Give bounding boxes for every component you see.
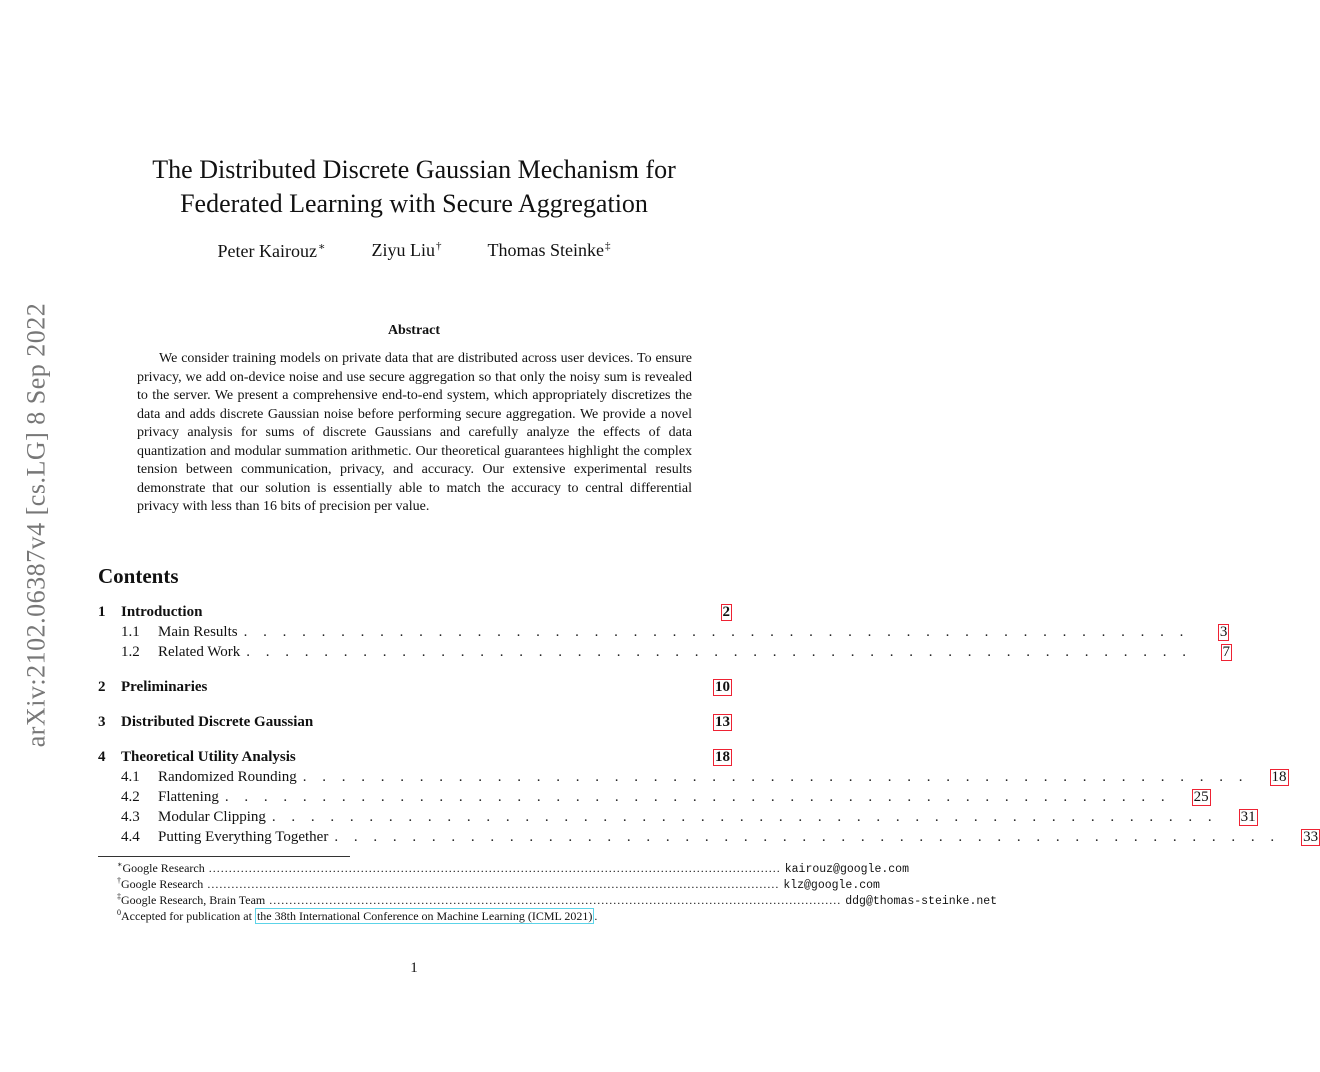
footnote-leader-dots: ............................................................................................................................................... [269, 893, 842, 907]
footnote-mark: 0 [117, 908, 121, 917]
toc-page-link[interactable]: 7 [1222, 644, 1230, 660]
toc-title: Theoretical Utility Analysis [121, 749, 296, 765]
author-name: Thomas Steinke [487, 240, 604, 260]
author-3 [487, 240, 610, 262]
publication-suffix: . [594, 909, 598, 923]
footnote-mark: ‡ [117, 892, 121, 901]
paper-title [100, 153, 728, 221]
toc-title: Related Work [158, 644, 241, 660]
page-number: 1 [410, 960, 418, 976]
toc-entry-putting-everything-together[interactable] [98, 829, 1319, 849]
toc-entry-modular-clipping[interactable] [98, 809, 1256, 829]
toc-page-link[interactable]: 33 [1303, 829, 1319, 845]
arxiv-identifier-stamp [16, 290, 56, 760]
author-footnote-mark: † [435, 240, 442, 252]
toc-page-link[interactable]: 3 [1219, 624, 1228, 640]
footnote-mark: † [117, 876, 121, 885]
toc-title: Putting Everything Together [158, 829, 329, 845]
toc-leader-dots: . . . . . . . . . . . . . . . . . . . . . . . . . . . . . . . . . . . . . . . . . . . . . . . . . [246, 644, 1192, 660]
abstract-text: We consider training models on private data that are distributed across user devices. To ensure privacy, we add on-device noise and use secure aggregation so that only the noisy sum is revealed to the server. We present a comprehensive end-to-end system, which appropriately discretizes the data and adds discrete Gaussian noise before performing secure aggregation. We provide a novel privacy analysis for sums of discrete Gaussians and carefully analyze the effects of data quantization and modular summation arithmetic. Our theoretical guarantees highlight the complex tension between communication, privacy, and accuracy. Our extensive experimental results demonstrate that our solution is essentially able to match the accuracy to central differential privacy with less than 16 bits of precision per value. [137, 351, 692, 514]
toc-page-link[interactable]: 10 [715, 679, 730, 695]
footnote-publication [117, 908, 731, 924]
footnote-email[interactable]: ddg@thomas-steinke.net [845, 895, 998, 908]
arxiv-identifier-text: arXiv:2102.06387v4 [cs.LG] 8 Sep 2022 [21, 302, 50, 748]
author-1 [218, 240, 326, 262]
toc-number: 1.1 [121, 624, 140, 640]
toc-leader-dots: . . . . . . . . . . . . . . . . . . . . . . . . . . . . . . . . . . . . . . . . . . . . . . . . . [334, 829, 1281, 845]
toc-number: 4.4 [121, 829, 140, 845]
toc-page-link[interactable]: 31 [1240, 809, 1256, 825]
toc-title: Distributed Discrete Gaussian [121, 714, 314, 730]
author-footnote-mark: ∗ [318, 241, 326, 253]
toc-number: 4.3 [121, 809, 140, 825]
footnote-affiliation: Google Research, Brain Team [121, 893, 266, 907]
publication-prefix: Accepted for publication at [121, 909, 255, 923]
author-list [100, 240, 728, 262]
footnote-divider [98, 856, 350, 857]
footnote-affiliation: Google Research [121, 877, 204, 891]
footnote-email[interactable]: klz@google.com [783, 879, 880, 892]
toc-entry-main-results[interactable] [98, 624, 1228, 644]
toc-entry-randomized-rounding[interactable] [98, 769, 1287, 789]
toc-title: Modular Clipping [158, 809, 266, 825]
author-footnote-mark: ‡ [604, 240, 611, 252]
toc-title: Randomized Rounding [158, 769, 297, 785]
toc-number: 1.2 [121, 644, 140, 660]
footnote-affiliation-3 [117, 892, 998, 908]
toc-entry-introduction[interactable] [98, 604, 732, 624]
footnote-affiliation: Google Research [122, 861, 205, 875]
toc-page-link[interactable]: 25 [1193, 789, 1209, 805]
toc-number: 1 [98, 604, 106, 620]
toc-number: 4.2 [121, 789, 140, 805]
author-name: Ziyu Liu [371, 240, 435, 260]
footnote-email[interactable]: kairouz@google.com [784, 863, 909, 876]
toc-number: 4.1 [121, 769, 140, 785]
contents-heading: Contents [98, 564, 179, 588]
toc-title: Introduction [121, 604, 203, 620]
author-2 [371, 240, 441, 262]
author-name: Peter Kairouz [217, 241, 317, 261]
footnote-mark: ∗ [117, 860, 123, 869]
toc-title: Main Results [158, 624, 238, 640]
footnote-leader-dots: ............................................................................................................................................... [208, 861, 781, 875]
toc-number: 4 [98, 749, 106, 765]
toc-title: Flattening [158, 789, 219, 805]
toc-page-link[interactable]: 18 [715, 749, 730, 765]
toc-number: 2 [98, 679, 106, 695]
abstract-heading: Abstract [387, 323, 441, 338]
toc-title: Preliminaries [121, 679, 208, 695]
table-of-contents [98, 604, 1319, 849]
icml-link[interactable]: the 38th International Conference on Machine Learning (ICML 2021) [256, 909, 593, 923]
toc-leader-dots: . . . . . . . . . . . . . . . . . . . . . . . . . . . . . . . . . . . . . . . . . . . . . . . . . [243, 624, 1190, 640]
toc-leader-dots: . . . . . . . . . . . . . . . . . . . . . . . . . . . . . . . . . . . . . . . . . . . . . . . . . [302, 769, 1249, 785]
toc-leader-dots: . . . . . . . . . . . . . . . . . . . . . . . . . . . . . . . . . . . . . . . . . . . . . . . . . [271, 809, 1218, 825]
toc-entry-related-work[interactable] [98, 644, 1230, 664]
toc-page-link[interactable]: 13 [715, 714, 730, 730]
title-line-2: Federated Learning with Secure Aggregation [180, 189, 648, 218]
toc-entry-theoretical-utility-analysis[interactable] [98, 749, 732, 769]
toc-page-link[interactable]: 2 [722, 604, 730, 620]
toc-entry-flattening[interactable] [98, 789, 1209, 809]
footnote-affiliation-2 [117, 876, 880, 892]
toc-number: 3 [98, 714, 106, 730]
footnote-affiliation-1 [117, 860, 909, 876]
toc-entry-preliminaries[interactable] [98, 679, 732, 699]
toc-entry-distributed-discrete-gaussian[interactable] [98, 714, 732, 734]
toc-leader-dots: . . . . . . . . . . . . . . . . . . . . . . . . . . . . . . . . . . . . . . . . . . . . . . . . . [224, 789, 1171, 805]
footnotes [117, 860, 998, 924]
footnote-leader-dots: ............................................................................................................................................... [207, 877, 780, 891]
title-line-1: The Distributed Discrete Gaussian Mechanism for [152, 155, 676, 184]
toc-page-link[interactable]: 18 [1271, 769, 1287, 785]
